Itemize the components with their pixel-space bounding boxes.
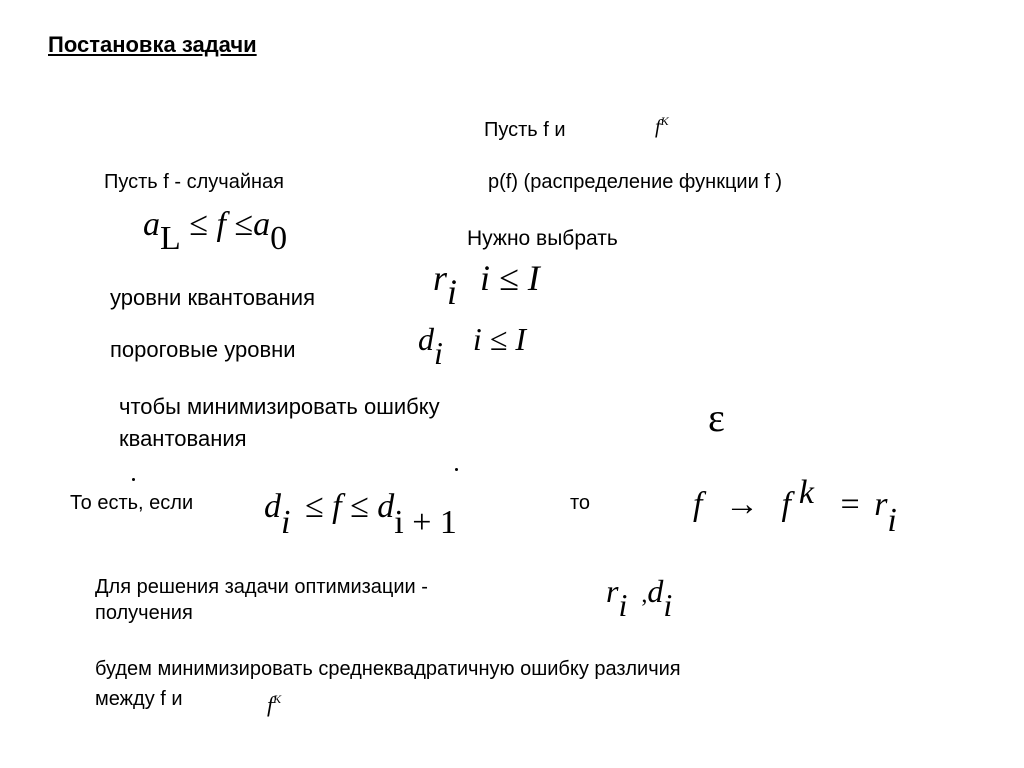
fK-base: f xyxy=(655,116,661,138)
range-f: f xyxy=(216,206,226,243)
range-a0: a xyxy=(253,206,271,243)
text-minimize-1: чтобы минимизировать ошибку xyxy=(119,394,440,419)
text-opt-1: Для решения задачи оптимизации - xyxy=(95,576,428,598)
text-opt-2: получения xyxy=(95,602,193,624)
range-leq1: ≤ xyxy=(189,206,208,243)
formula-range xyxy=(143,206,288,257)
text-let-f-and: Пусть f и xyxy=(484,119,566,141)
ri-i: i xyxy=(447,272,458,312)
decorative-dot xyxy=(132,478,135,481)
ridi-comma: , xyxy=(641,582,648,608)
fK-sup: K xyxy=(660,114,669,128)
formula-inequality xyxy=(264,488,457,541)
ineq-i1: i xyxy=(281,504,291,541)
di-d: d xyxy=(418,321,434,357)
text-threshold-levels: пороговые уровни xyxy=(110,337,296,362)
text-mse-1: будем минимизировать среднеквадратичную ошибку различия xyxy=(95,658,681,680)
map-r: r xyxy=(874,486,888,523)
page-title: Постановка задачи xyxy=(48,32,257,57)
ineq-leq2: ≤ xyxy=(350,488,369,525)
ri-r: r xyxy=(433,258,448,298)
ineq-d2: d xyxy=(377,488,395,525)
formula-ri-cond xyxy=(433,258,540,312)
ridi-i1: i xyxy=(618,587,628,623)
text-minimize-2: квантования xyxy=(119,426,247,451)
text-then: то xyxy=(570,492,591,514)
map-eq: = xyxy=(840,486,860,523)
di-i: i xyxy=(434,335,443,371)
range-L: L xyxy=(160,220,181,257)
ridi-i2: i xyxy=(663,587,673,623)
formula-fK-bottom xyxy=(267,694,281,716)
di-cond: i ≤ I xyxy=(472,321,526,357)
map-f2: f xyxy=(781,486,791,523)
ri-cond: i ≤ I xyxy=(480,258,540,298)
formula-fK-top xyxy=(655,114,669,138)
ineq-d1: d xyxy=(264,488,281,525)
formula-map xyxy=(693,474,897,539)
formula-epsilon: ε xyxy=(708,395,725,440)
text-distribution: p(f) (распределение функции f ) xyxy=(488,171,783,193)
range-leq2: ≤ xyxy=(234,206,254,243)
map-arrow: → xyxy=(724,486,759,523)
ineq-leq1: ≤ xyxy=(304,488,324,525)
formula-ri-di xyxy=(606,573,673,623)
text-let-f-random: Пусть f - случайная xyxy=(104,171,284,193)
map-f: f xyxy=(693,486,703,523)
text-quant-levels: уровни квантования xyxy=(110,285,316,310)
text-mse-2: между f и xyxy=(95,688,183,710)
ridi-d: d xyxy=(647,573,664,609)
fK-sup: K xyxy=(273,692,282,706)
decorative-dot xyxy=(455,468,458,471)
ridi-r: r xyxy=(606,573,619,609)
ineq-i2: i + 1 xyxy=(394,504,457,541)
map-i: i xyxy=(887,502,897,539)
text-need-choose: Нужно выбрать xyxy=(467,227,618,250)
range-a: a xyxy=(143,206,160,243)
range-zero: 0 xyxy=(270,220,288,257)
text-that-is-if: То есть, если xyxy=(70,492,194,514)
formula-di-cond xyxy=(418,321,526,371)
fK-base: f xyxy=(267,692,274,717)
map-k: k xyxy=(798,474,814,511)
ineq-f: f xyxy=(332,488,342,525)
